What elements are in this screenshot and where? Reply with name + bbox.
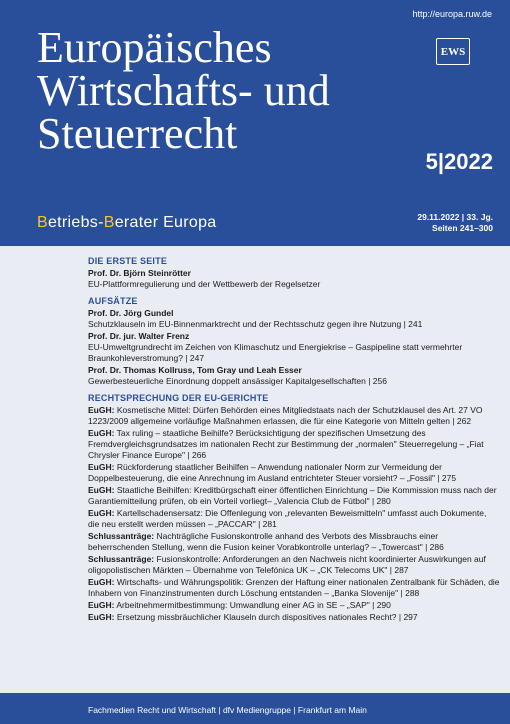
entry-author: Prof. Dr. jur. Walter Frenz <box>88 331 190 341</box>
cover-footer <box>0 693 510 724</box>
publisher-brand: Betriebs-Berater Europa <box>37 214 217 231</box>
journal-title-line-1: Europäisches <box>37 23 272 72</box>
court-label: EuGH: <box>88 485 115 495</box>
table-of-contents <box>88 256 500 624</box>
journal-title-line-3: Steuerrecht <box>37 109 238 158</box>
issue-meta <box>417 212 493 234</box>
ruling-text: Ersetzung missbräuchlicher Klauseln durch dispositives nationales Recht? | 297 <box>116 612 418 622</box>
entry-title: Schutzklauseln im EU-Binnenmarktrecht und der Rechtsschutz gegen ihre Nutzung | 241 <box>88 319 423 329</box>
ruling-entry <box>88 531 500 553</box>
court-label: EuGH: <box>88 577 115 587</box>
entry-author: Prof. Dr. Björn Steinrötter <box>88 268 191 278</box>
section-heading-aufsaetze: AUFSÄTZE <box>88 296 138 306</box>
entry-title: Gewerbesteuerliche Einordnung doppelt ansässiger Kapitalgesellschaften | 256 <box>88 376 387 386</box>
court-label: EuGH: <box>88 612 115 622</box>
ruling-entry <box>88 462 500 484</box>
ruling-text: Rückforderung staatlicher Beihilfen – Anwendung nationaler Norm zur Vermeidung der Doppelbesteuerung, die eine Anrechnung im Ausland entrichteter Steuer vorsieht? – „Fossil" | 275 <box>88 462 457 483</box>
entry-author: Prof. Dr. Thomas Kollruss, Tom Gray und Leah Esser <box>88 365 302 375</box>
ruling-entry <box>88 485 500 507</box>
court-label: Schlussanträge: <box>88 554 155 564</box>
court-label: EuGH: <box>88 462 115 472</box>
section-heading-rechtsprechung: RECHTSPRECHUNG DER EU-GERICHTE <box>88 393 269 403</box>
ruling-entry <box>88 577 500 599</box>
entry-author: Prof. Dr. Jörg Gundel <box>88 308 174 318</box>
issue-number: 5|2022 <box>425 149 493 174</box>
toc-entry <box>88 331 500 364</box>
section-heading-erste-seite: DIE ERSTE SEITE <box>88 256 168 266</box>
ruling-entry <box>88 600 500 611</box>
journal-title-line-2: Wirtschafts- und <box>37 66 330 115</box>
toc-entry <box>88 308 500 330</box>
ruling-entry <box>88 612 500 623</box>
ruling-text: Kartellschadensersatz: Die Offenlegung von „relevanten Beweismitteln" umfasst auch Dokumente, die neu erstellt werden müssen – „PACCAR" | 281 <box>88 508 487 529</box>
ruling-entry <box>88 428 500 461</box>
ruling-entry <box>88 554 500 576</box>
ruling-text: Wirtschafts- und Währungspolitik: Grenzen der Haftung einer nationalen Zentralbank für Schäden, die Inhabern von Finanzinstrumenten durch Löschung entstanden – „Banka Slovenije" | 288 <box>88 577 500 598</box>
ruling-text: Kosmetische Mittel: Dürfen Behörden eines Mitgliedstaats nach der Schutzklausel des Art. 27 VO 1223/2009 allgemeine vorläufige Maßnahmen erlassen, die für eine Kategorie von Mitteln gelten | 262 <box>88 405 483 426</box>
cover-header <box>0 0 510 246</box>
toc-entry <box>88 365 500 387</box>
court-label: EuGH: <box>88 405 115 415</box>
ruling-entry <box>88 508 500 530</box>
court-label: Schlussanträge: <box>88 531 155 541</box>
publisher-line: Fachmedien Recht und Wirtschaft | dfv Mediengruppe | Frankfurt am Main <box>88 705 367 715</box>
ruling-text: Fusionskontrolle: Anforderungen an den Nachweis nicht koordinierter Auswirkungen auf oligopolistischen Märkten – Übernahme von Telefónica UK – „CK Telecoms UK" | 287 <box>88 554 486 575</box>
journal-title <box>37 23 330 158</box>
toc-entry <box>88 268 500 290</box>
website-url: http://europa.ruw.de <box>412 9 492 19</box>
issue-date-volume: 29.11.2022 | 33. Jg. <box>417 212 493 222</box>
court-label: EuGH: <box>88 600 115 610</box>
court-label: EuGH: <box>88 508 115 518</box>
court-label: EuGH: <box>88 428 115 438</box>
ruling-text: Arbeitnehmermitbestimmung: Umwandlung einer AG in SE – „SAP" | 290 <box>116 600 391 610</box>
entry-title: EU-Umweltgrundrecht im Zeichen von Klimaschutz und Energiekrise – Gaspipeline statt vermehrter Braunkohleverstromung? | 247 <box>88 342 463 363</box>
ruling-text: Nachträgliche Fusionskontrolle anhand des Verbots des Missbrauchs einer beherrschenden Stellung, wenn die Fusion keiner Vorabkontrolle unterlag? – „Towercast" | 286 <box>88 531 444 552</box>
issue-pages: Seiten 241–300 <box>432 223 493 233</box>
ruling-text: Tax ruling – staatliche Beihilfe? Berücksichtigung der spezifischen Umsetzung des Fremdvergleichsgrundsatzes im nationalen Recht zur Bestimmung der „normalen" Steuerregelung – „Fiat Chrysler Finance Europe" | 266 <box>88 428 484 460</box>
ews-logo: EWS <box>436 38 470 65</box>
entry-title: EU-Plattformregulierung und der Wettbewerb der Regelsetzer <box>88 279 321 289</box>
ruling-text: Staatliche Beihilfen: Kreditbürgschaft einer öffentlichen Einrichtung – Die Kommission muss nach der Garantiemitteilung prüfen, ob ein Vorteil vorliegt– „Valencia Club de Fútbol" | 280 <box>88 485 497 506</box>
ruling-entry <box>88 405 500 427</box>
